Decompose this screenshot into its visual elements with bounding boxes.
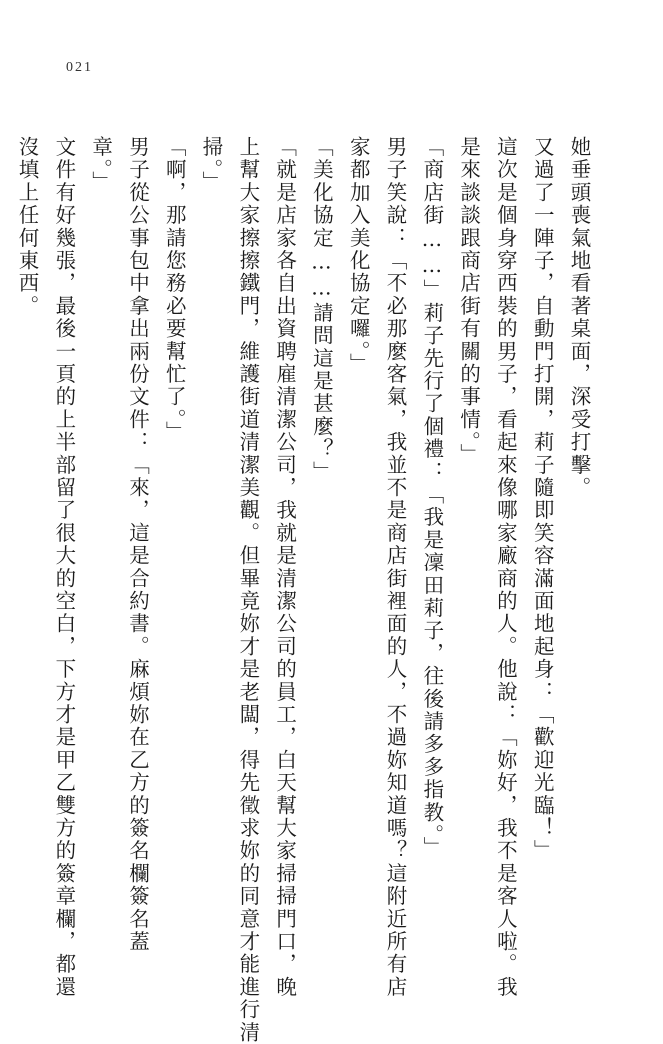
page-number: 021 — [66, 60, 93, 75]
text-column: 章。」 — [88, 136, 113, 194]
text-column: 男子笑說：「不必那麼客氣，我並不是商店街裡面的人，不過妳知道嗎？這附近所有店 — [383, 136, 408, 999]
text-column: 上幫大家擦擦鐵門，維護街道清潔美觀。但畢竟妳才是老闆，得先徵求妳的同意才能進行清 — [235, 136, 260, 1044]
text-column: 「商店街……」莉子先行了個禮：「我是凜田莉子，往後請多多指教。」 — [419, 136, 444, 860]
text-column: 文件有好幾張，最後一頁的上半部留了很大的空白，下方才是甲乙雙方的簽章欄，都還 — [51, 136, 76, 999]
text-column: 又過了一陣子，自動門打開，莉子隨即笑容滿面地起身：「歡迎光臨！」 — [530, 136, 555, 863]
text-column: 這次是個身穿西裝的男子，看起來像哪家廠商的人。他說：「妳好，我不是客人啦。我 — [493, 136, 518, 999]
text-column: 男子從公事包中拿出兩份文件：「來，這是合約書。麻煩妳在乙方的簽名欄簽名蓋 — [125, 136, 150, 954]
text-column: 她垂頭喪氣地看著桌面，深受打擊。 — [567, 136, 591, 500]
text-column: 掃。」 — [199, 136, 224, 194]
text-column: 家都加入美化協定囉。」 — [346, 136, 371, 376]
text-column: 沒填上任何東西。 — [15, 136, 40, 318]
text-column: 是來談談跟商店街有關的事情。」 — [456, 136, 481, 467]
text-column: 「啊，那請您務必要幫忙了。」 — [162, 136, 187, 444]
vertical-text-body — [0, 136, 591, 1044]
text-column: 「美化協定……請問這是甚麼？」 — [309, 136, 334, 484]
text-column: 「就是店家各自出資聘雇清潔公司，我就是清潔公司的員工，白天幫大家掃掃門口，晚 — [272, 136, 297, 999]
